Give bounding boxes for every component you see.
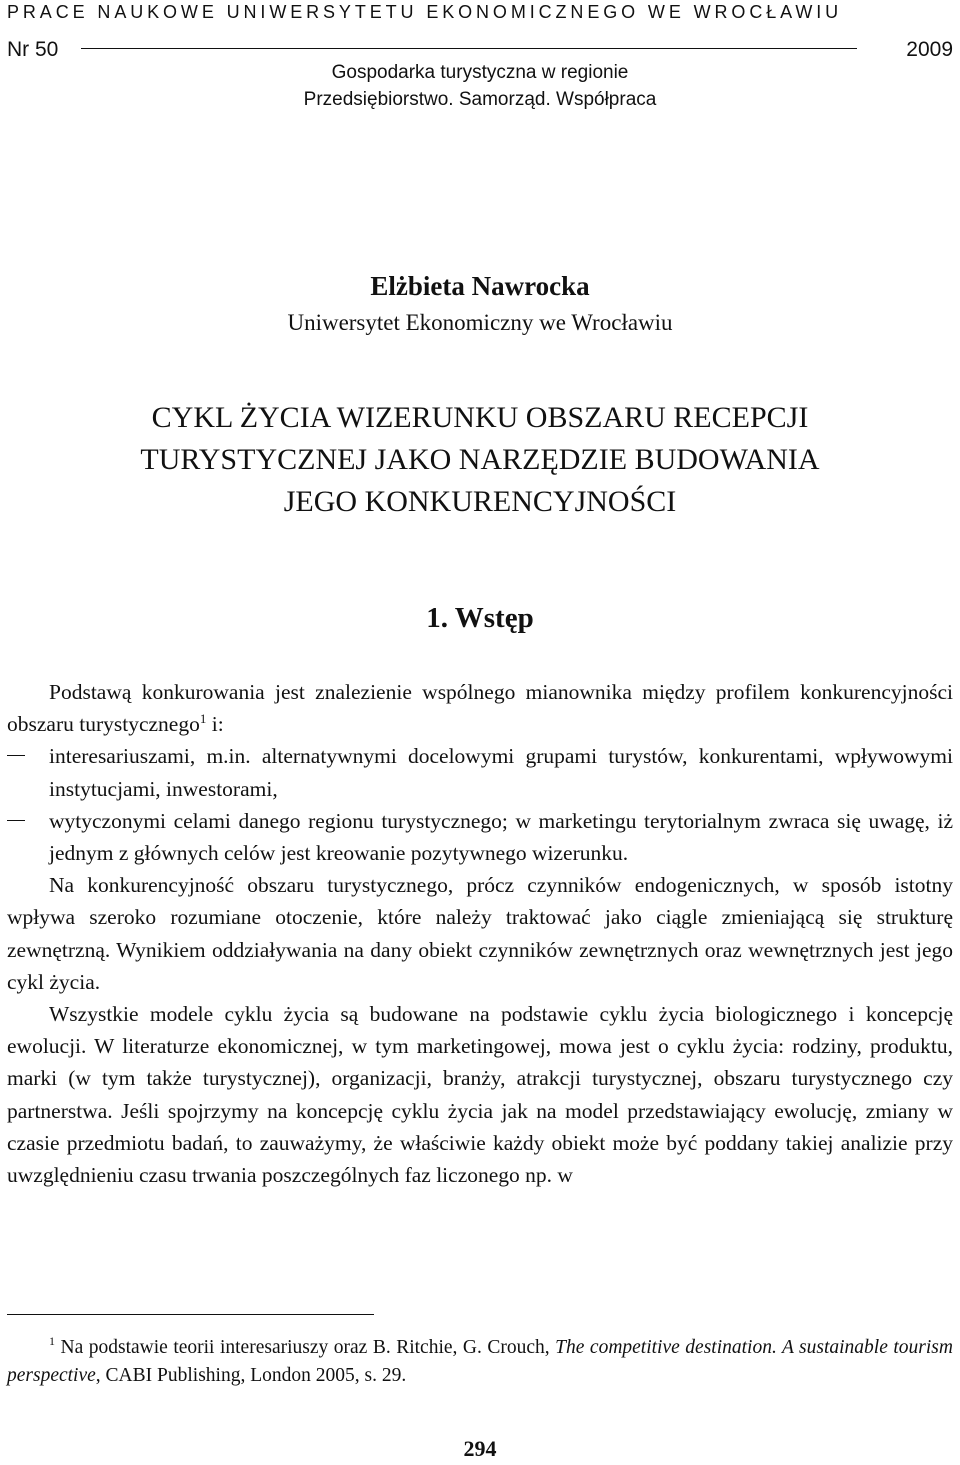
page-number: 294 bbox=[463, 1436, 497, 1461]
dash-list bbox=[7, 740, 953, 869]
issue-row bbox=[7, 38, 953, 64]
footnote-reference: 1 bbox=[199, 711, 207, 727]
intro-text: Podstawą konkurowania jest znalezienie wspólnego mianownika między profilem konkurencyjności obszaru turystycznego bbox=[7, 680, 953, 737]
volume-subtitle: Gospodarka turystyczna w regionie bbox=[331, 62, 629, 83]
list-item-text: wytyczonymi celami danego regionu turystycznego; w marketingu terytorialnym zwraca się uwagę, iż jednym z głównych celów jest kreowanie pozytywnego wizerunku. bbox=[49, 808, 953, 866]
author-name: Elżbieta Nawrocka bbox=[370, 271, 590, 301]
body-paragraph: Wszystkie modele cyklu życia są budowane na podstawie cyklu życia biologicznego i koncepcję ewolucji. W literaturze ekonomicznej, w tym marketingowej, mowa jest o cyklu życia: rodziny, produktu, marki (w tym także turystycznej), organizacji, branży, atrakcji turystycznej, obszaru turystycznego czy partnerstwa. Jeśli spojrzymy na koncepcję cyklu życia jak na model przedstawiający ewolucję, zmiany w czasie przedmiotu badań, to zauważymy, że właściwie każdy obiekt może być poddany takiej analizie przy uwzględnieniu czasu trwania poszczególnych faz liczonego np. w bbox=[7, 1002, 953, 1188]
footnote-separator bbox=[7, 1314, 374, 1315]
body-paragraph: Na konkurencyjność obszaru turystycznego, prócz czynników endogenicznych, w sposób istotny wpływa szeroko rozumiane otoczenie, które należy traktować jako ciągle zmieniającą się strukturę zewnętrzną. Wynikiem oddziaływania na dany obiekt czynników zewnętrznych oraz wewnętrznych jest jego cykl życia. bbox=[7, 873, 953, 994]
issue-rule bbox=[81, 48, 857, 49]
list-item bbox=[7, 805, 953, 869]
article-title bbox=[7, 397, 953, 523]
footnote bbox=[7, 1334, 953, 1390]
footnote-text-start: Na podstawie teorii interesariuszy oraz B. Ritchie, G. Crouch, bbox=[55, 1337, 556, 1358]
section-heading: 1. Wstęp bbox=[426, 602, 534, 634]
volume-subtitle-2: Przedsiębiorstwo. Samorząd. Współpraca bbox=[303, 89, 657, 110]
dash-bullet bbox=[7, 820, 25, 821]
footnote-text-end: , CABI Publishing, London 2005, s. 29. bbox=[95, 1365, 407, 1386]
list-item bbox=[7, 740, 953, 804]
issue-number: Nr 50 bbox=[7, 38, 59, 61]
intro-paragraph bbox=[7, 676, 953, 740]
dash-bullet bbox=[7, 755, 25, 756]
article-body bbox=[7, 676, 953, 1191]
journal-page bbox=[7, 0, 953, 1465]
journal-series-title: PRACE NAUKOWE UNIWERSYTETU EKONOMICZNEGO WE WROCŁAWIU bbox=[7, 2, 843, 22]
article-title-line: JEGO KONKURENCYJNOŚCI bbox=[283, 485, 677, 518]
author-affiliation: Uniwersytet Ekonomiczny we Wrocławiu bbox=[287, 310, 673, 335]
footnote-mark: 1 bbox=[49, 1334, 55, 1348]
footnote-book-title: The competitive destination. A sustainable tourism perspective bbox=[7, 1337, 953, 1386]
article-title-line: CYKL ŻYCIA WIZERUNKU OBSZARU RECEPCJI bbox=[151, 401, 809, 434]
intro-tail: i: bbox=[206, 712, 224, 737]
list-item-text: interesariuszami, m.in. alternatywnymi docelowymi grupami turystów, konkurentami, wpływowymi instytucjami, inwestorami, bbox=[49, 744, 953, 801]
footnote-text bbox=[7, 1334, 953, 1390]
issue-year: 2009 bbox=[906, 38, 953, 61]
article-title-line: TURYSTYCZNEJ JAKO NARZĘDZIE BUDOWANIA bbox=[140, 443, 820, 476]
